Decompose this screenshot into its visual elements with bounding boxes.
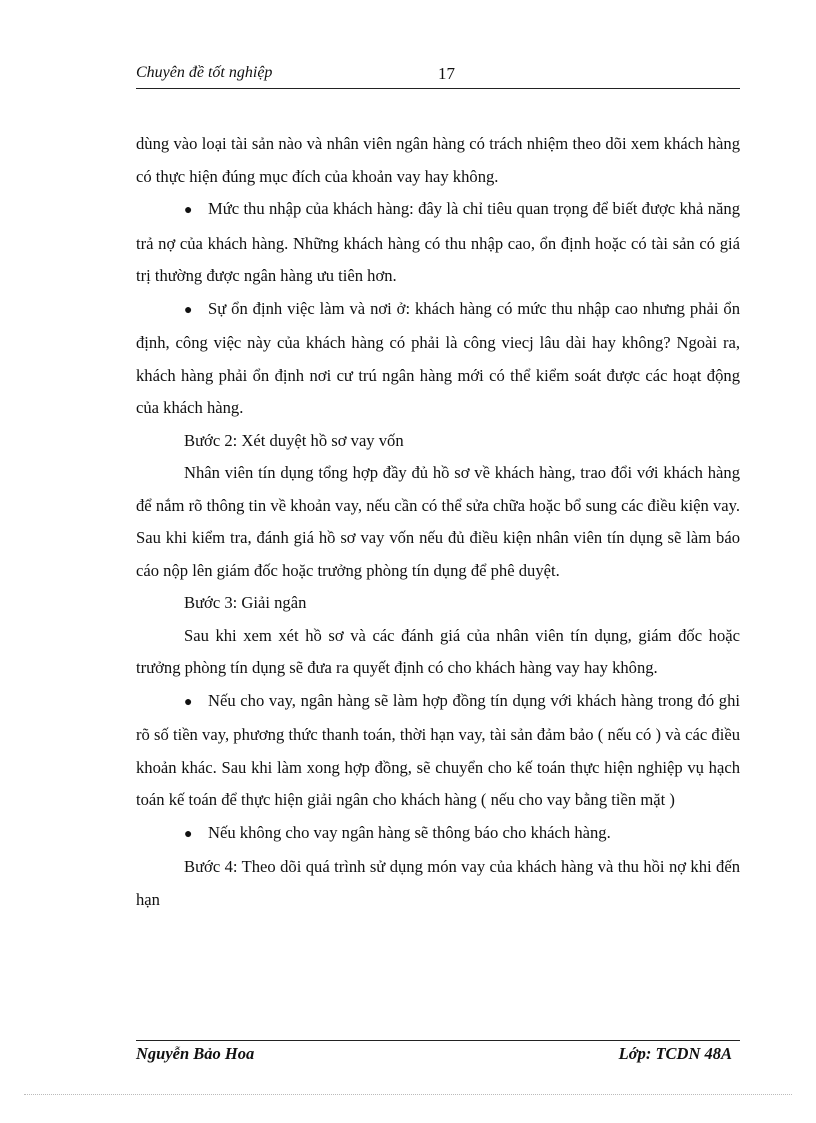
paragraph: Nhân viên tín dụng tổng hợp đầy đủ hồ sơ về khách hàng, trao đổi với khách hàng để nắm rõ thông tin về khoản vay, nếu cần có thể sửa chữa hoặc bổ sung các điều kiện vay. Sau khi kiểm tra, đánh giá hồ sơ vay vốn nếu đủ điều kiện nhân viên tín dụng sẽ làm báo cáo nộp lên giám đốc hoặc trưởng phòng tín dụng để phê duyệt.: [136, 463, 740, 580]
paragraph: dùng vào loại tài sản nào và nhân viên ngân hàng có trách nhiệm theo dõi xem khách hàng có thực hiện đúng mục đích của khoản vay hay không.: [136, 134, 740, 186]
bullet-paragraph: [136, 817, 740, 852]
footer-author: Nguyễn Bảo Hoa: [136, 1044, 255, 1063]
bullet-text: Nếu không cho vay ngân hàng sẽ thông báo cho khách hàng.: [208, 822, 611, 842]
bullet-paragraph: [136, 293, 740, 425]
bullet-paragraph: [136, 193, 740, 293]
page-footer: [136, 1040, 740, 1069]
bullet-icon: ●: [184, 203, 193, 218]
footer-class: Lớp: TCDN 48A: [618, 1044, 732, 1063]
bullet-paragraph: [136, 685, 740, 817]
body-text: [136, 128, 740, 916]
bullet-text: Sự ổn định việc làm và nơi ở: khách hàng có mức thu nhập cao nhưng phải ổn định, công việc này của khách hàng có phải là công viecj lâu dài hay không? Ngoài ra, khách hàng phải ổn định nơi cư trú ngân hàng mới có thể kiểm soát được các hoạt động của khách hàng.: [136, 298, 740, 417]
bullet-icon: ●: [184, 302, 193, 318]
page-edge-divider: [24, 1094, 792, 1095]
step-heading: Bước 4: Theo dõi quá trình sử dụng món vay của khách hàng và thu hồi nợ khi đến hạn: [136, 857, 740, 909]
paragraph: Sau khi xem xét hồ sơ và các đánh giá của nhân viên tín dụng, giám đốc hoặc trưởng phòng tín dụng sẽ đưa ra quyết định có cho khách hàng vay hay không.: [136, 625, 740, 677]
bullet-icon: ●: [184, 826, 193, 842]
bullet-text: Mức thu nhập của khách hàng: đây là chỉ tiêu quan trọng để biết được khả năng trả nợ của khách hàng. Những khách hàng có thu nhập cao, ổn định hoặc có tài sản có giá trị thường được ngân hàng ưu tiên hơn.: [136, 199, 740, 285]
page-header: [136, 62, 740, 89]
header-title: Chuyên đề tốt nghiệp: [136, 64, 273, 81]
page-number: 17: [438, 64, 455, 83]
bullet-icon: ●: [184, 694, 193, 710]
step-heading: Bước 2: Xét duyệt hồ sơ vay vốn: [184, 430, 404, 450]
bullet-text: Nếu cho vay, ngân hàng sẽ làm hợp đồng tín dụng với khách hàng trong đó ghi rõ số tiền vay, phương thức thanh toán, thời hạn vay, tài sản đảm bảo ( nếu có ) và các điều khoản khác. Sau khi làm xong hợp đồng, sẽ chuyển cho kế toán thực hiện nghiệp vụ hạch toán kế toán để thực hiện giải ngân cho khách hàng ( nếu cho vay bằng tiền mặt ): [136, 690, 740, 809]
step-heading: Bước 3: Giải ngân: [184, 593, 307, 612]
